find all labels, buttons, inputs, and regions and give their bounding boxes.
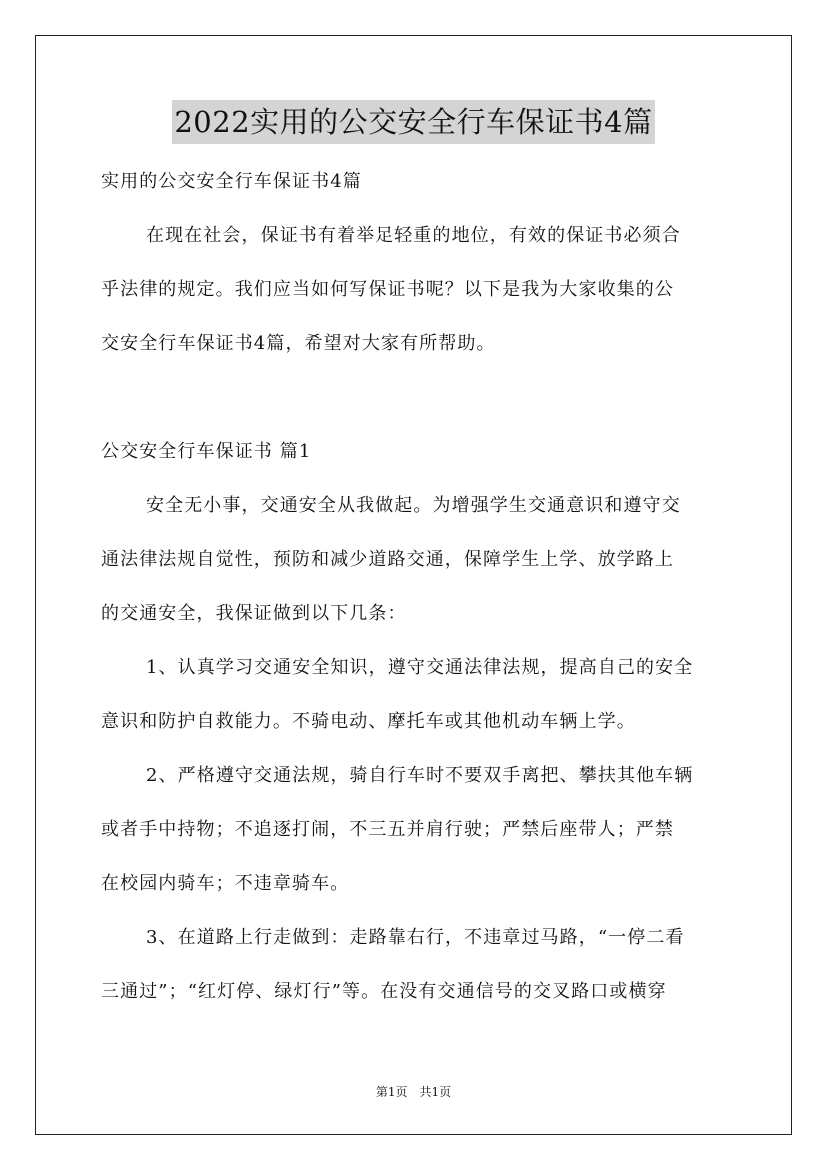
item-3-paragraph bbox=[101, 924, 726, 1032]
page-footer bbox=[0, 1082, 827, 1102]
intro-paragraph bbox=[101, 222, 726, 384]
title-container bbox=[0, 100, 827, 144]
item-line: 3、在道路上行走做到：走路靠右行，不违章过马路，“一停二看 bbox=[146, 927, 685, 948]
item-line: 三通过”；“红灯停、绿灯行”等。在没有交通信号的交叉路口或横穿 bbox=[101, 981, 667, 1002]
item-line: 2、严格遵守交通法规，骑自行车时不要双手离把、攀扶其他车辆 bbox=[146, 765, 694, 786]
section-heading: 公交安全行车保证书 篇1 bbox=[101, 441, 312, 462]
page-total: 共1页 bbox=[419, 1085, 452, 1099]
item-line: 或者手中持物；不追逐打闹，不三五并肩行驶；严禁后座带人；严禁 bbox=[101, 819, 674, 840]
paragraph-gap bbox=[101, 384, 726, 438]
item-line: 意识和防护自救能力。不骑电动、摩托车或其他机动车辆上学。 bbox=[101, 711, 636, 732]
document-body bbox=[101, 168, 726, 1032]
item-2-paragraph bbox=[101, 762, 726, 924]
section-line: 安全无小事，交通安全从我做起。为增强学生交通意识和遵守交 bbox=[146, 495, 681, 516]
item-line: 在校园内骑车；不违章骑车。 bbox=[101, 873, 350, 894]
page-number: 第1页 bbox=[375, 1085, 408, 1099]
section-line: 的交通安全，我保证做到以下几条： bbox=[101, 603, 407, 624]
section-line: 通法律法规自觉性，预防和减少道路交通，保障学生上学、放学路上 bbox=[101, 549, 674, 570]
item-1-paragraph bbox=[101, 654, 726, 762]
document-subtitle: 实用的公交安全行车保证书4篇 bbox=[101, 171, 362, 192]
section-paragraph bbox=[101, 492, 726, 654]
intro-line: 在现在社会，保证书有着举足轻重的地位，有效的保证书必须合 bbox=[146, 225, 681, 246]
document-title: 2022实用的公交安全行车保证书4篇 bbox=[172, 100, 654, 144]
intro-line: 交安全行车保证书4篇，希望对大家有所帮助。 bbox=[101, 333, 496, 354]
item-line: 1、认真学习交通安全知识，遵守交通法律法规，提高自己的安全 bbox=[146, 657, 694, 678]
intro-line: 乎法律的规定。我们应当如何写保证书呢？以下是我为大家收集的公 bbox=[101, 279, 674, 300]
